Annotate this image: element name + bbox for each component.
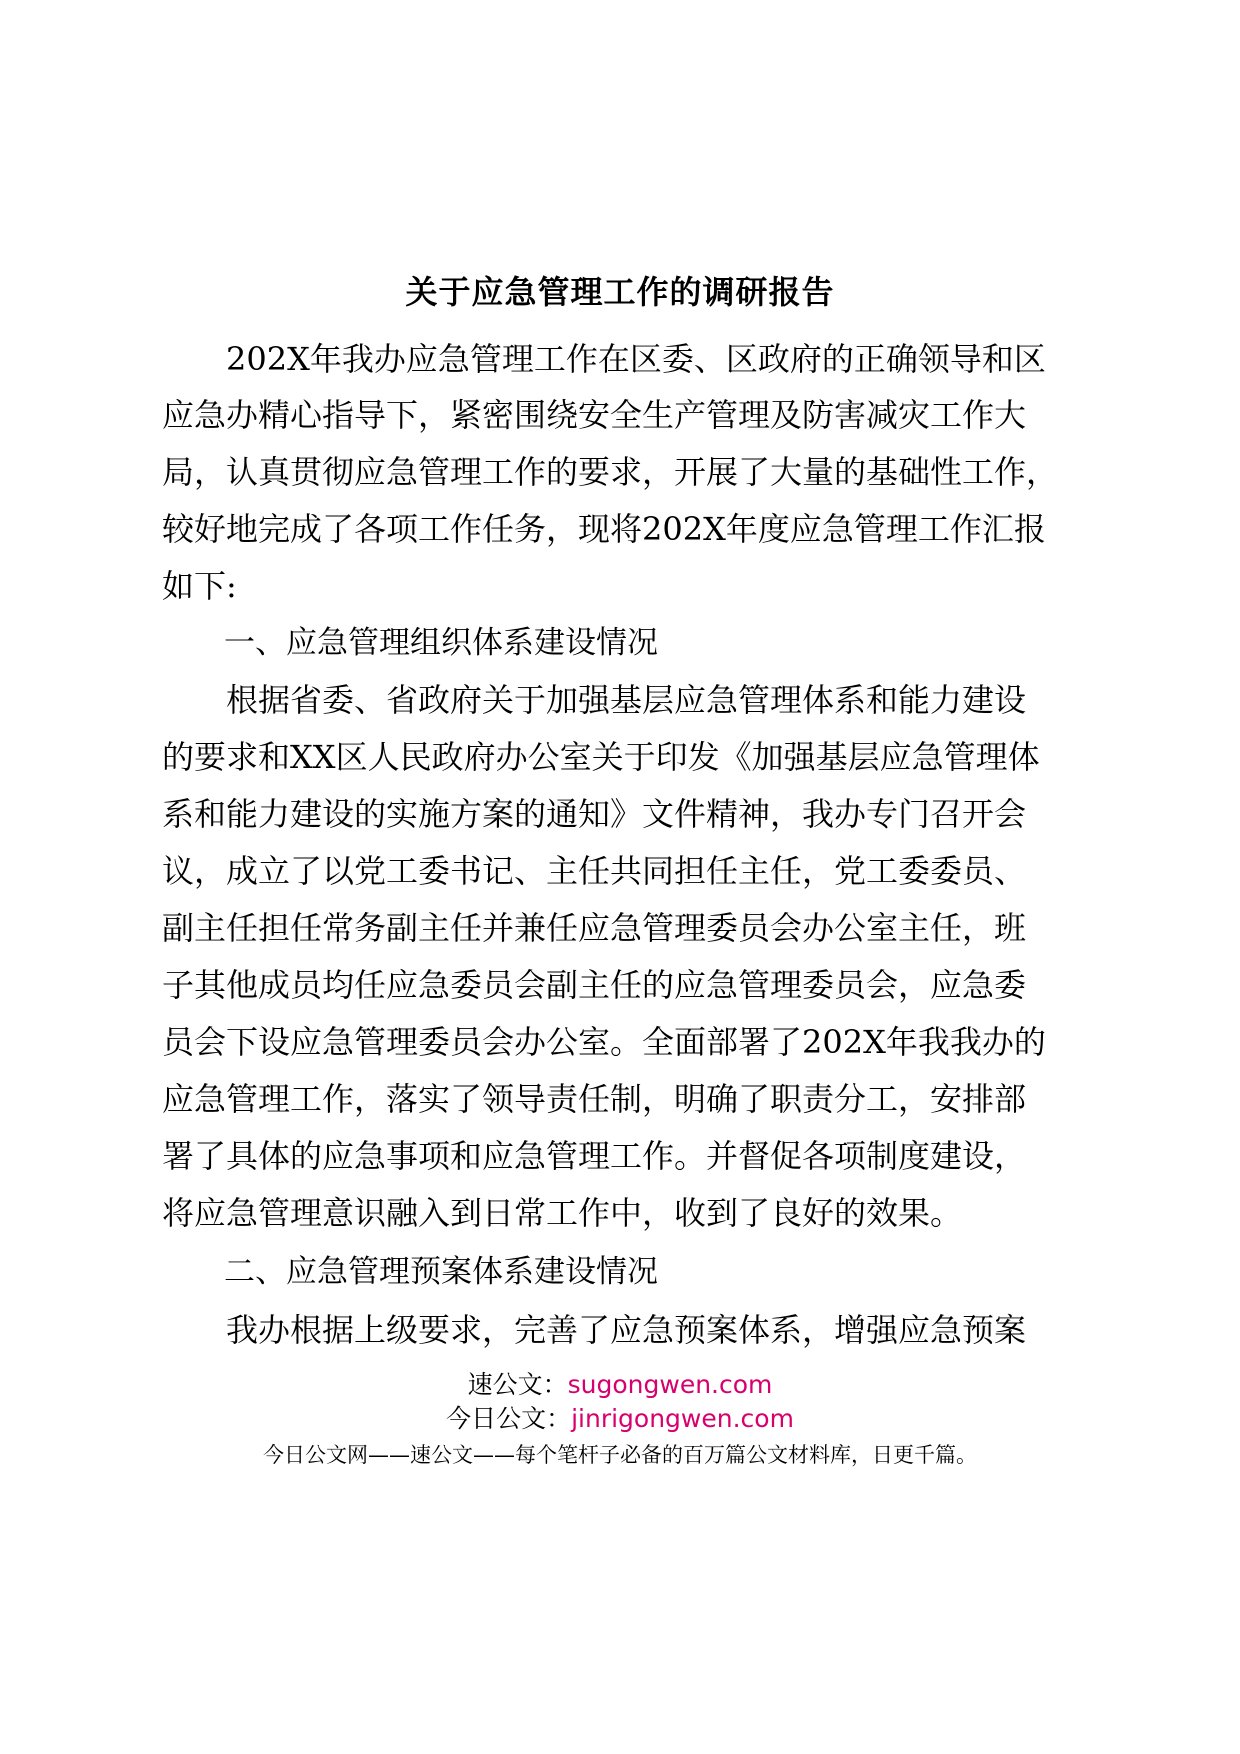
paragraph-line: 将应急管理意识融入到日常工作中，收到了良好的效果。 [162,1194,963,1232]
paragraph-line: 议，成立了以党工委书记、主任共同担任主任，党工委委员、 [162,852,1027,890]
watermark-url-1[interactable]: sugongwen.com [567,1370,773,1399]
paragraph-line: 员会下设应急管理委员会办公室。全面部署了202X年我我办的 [162,1023,1046,1061]
paragraph-line: 局，认真贯彻应急管理工作的要求，开展了大量的基础性工作， [162,453,1059,491]
paragraph-line: 系和能力建设的实施方案的通知》文件精神，我办专门召开会 [162,795,1027,833]
section-heading-1: 一、应急管理组织体系建设情况 [162,625,658,661]
paragraph-line: 如下: [162,567,237,605]
document-title: 关于应急管理工作的调研报告 [405,273,835,311]
paragraph-line: 应急管理工作，落实了领导责任制，明确了职责分工，安排部 [162,1080,1027,1118]
watermark-slogan: 今日公文网——速公文——每个笔杆子必备的百万篇公文材料库，日更千篇。 [263,1443,977,1467]
watermark-url-2[interactable]: jinrigongwen.com [571,1404,794,1433]
section-heading-2: 二、应急管理预案体系建设情况 [162,1254,658,1290]
paragraph-line: 应急办精心指导下，紧密围绕安全生产管理及防害减灾工作大 [162,396,1027,434]
paragraph-line: 署了具体的应急事项和应急管理工作。并督促各项制度建设， [162,1137,1027,1175]
paragraph-line: 较好地完成了各项工作任务，现将202X年度应急管理工作汇报 [162,510,1046,548]
watermark-line-1 [0,1368,1240,1402]
paragraph-line: 根据省委、省政府关于加强基层应急管理体系和能力建设 [162,681,1027,719]
paragraph-line: 的要求和XX区人民政府办公室关于印发《加强基层应急管理体 [162,738,1040,776]
paragraph-line: 202X年我办应急管理工作在区委、区政府的正确领导和区 [162,340,1046,378]
paragraph-line: 我办根据上级要求，完善了应急预案体系，增强应急预案 [162,1311,1027,1349]
paragraph-line: 子其他成员均任应急委员会副主任的应急管理委员会，应急委 [162,966,1027,1004]
watermark-label-2: 今日公文： [446,1404,572,1433]
watermark-label-1: 速公文： [467,1370,568,1399]
paragraph-line: 副主任担任常务副主任并兼任应急管理委员会办公室主任，班 [162,909,1027,947]
watermark-line-2 [0,1402,1240,1436]
